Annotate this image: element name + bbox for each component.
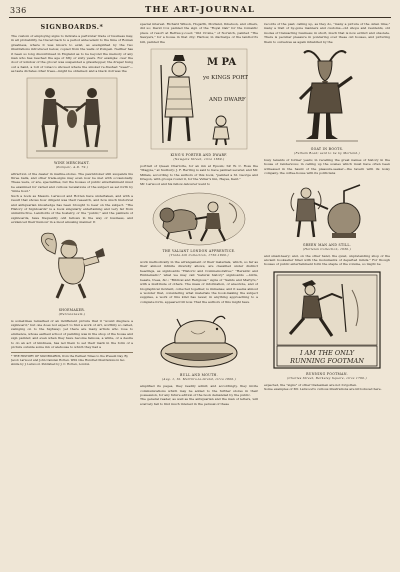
col2-para3: Mr. Larwood and his fellow-labourer went to bbox=[140, 181, 211, 186]
journal-title: THE ART-JOURNAL bbox=[145, 5, 255, 15]
bull-and-mouth-figure bbox=[151, 307, 247, 371]
col1-para3: Such a book as Messrs. Larwood and Hotten have undertaken, and with a result that shows how diligent was their research, and how much historical and antiquarian knowledge has been brought to bear on the subject. "The History of Signboards" is a book singularly entertaining and very far from uninstructive. Landlords of the hostelry, or the "public," and the painters of signboards, have frequently odd fellows in the way of business, and evidenced their humour in a most amusing manner. It bbox=[11, 193, 133, 225]
green-man-figure bbox=[284, 179, 370, 241]
col1-para1: The custom of employing signs to indicate a particular trade or business may, in all probability, be traced back to a period antecedent to the time of Roman greatness, where it was known to exist, as exemplified by the two illustrations introduced below, copied from the walls of Pompeii. Neither has it been so long discontinued in England as to be beyond the memory of any man who has reached the age of fifty or sixty years. For example: over the door of window of the grocer was suspended a grasshopper, the draper hung out a hand, a roll of tobacco showed where the smoker re-freshed "weed"—as taste dictates other trees—might be obtained; and a black doll was the bbox=[11, 34, 133, 74]
col1-para2: attraction of the dealer in marine-stores. The pawnbroker still suspends his three balls, and other trade-signs may even now be met with occasionally. These were, or are, specialities, but the houses of public entertainment must be examined for varied and curious revelations of the subject as set forth by "mine host." bbox=[11, 171, 133, 194]
col3-para5: Some examples of Mr. Larwood's curious illustrations are introduced here. bbox=[264, 387, 382, 392]
wine-merchant-illustration bbox=[26, 77, 118, 159]
column-left bbox=[11, 22, 133, 562]
london-apprentice-caption: THE VALIANT LONDON APPRENTICE. (Trade-bill Collection, 1750-1800.) bbox=[162, 249, 236, 258]
running-footman-illustration bbox=[272, 270, 382, 370]
col3-para3: and small-beery; and, on the other hand, the quiet, unpretending shop of the ancient bookseller filled with the monuments of departed minds." For though houses of public entertainment form the staple of the volume, so might be bbox=[264, 253, 390, 267]
col2-para1: special interest. Richard Wilson, Hogarth, Morland, Ibbetson, and others, did so; David Cox painted the sign of the "Royal Oak" for the romantic place of resort at Bettws-y-coed; "Old Crome," of Norwich, painted "The Sawyers," for a house in that city; Harlow, in discharge of the landlord's bill, painted the bbox=[140, 22, 258, 44]
kings-porter-caption: KING'S PORTER AND DWARF. (Newgate Street, circa 1660.) bbox=[170, 153, 228, 162]
col2-para5: amplified its pages, they readily admit; and accordingly, they invite communications which may be added to the further stores in their possession, for any future edition of the book demanded by the public. bbox=[140, 384, 258, 397]
column-middle bbox=[140, 22, 258, 562]
london-apprentice-illustration bbox=[149, 189, 249, 247]
page-number: 336 bbox=[10, 6, 27, 15]
footman-sign-line2: RUNNING FOOTMAN bbox=[290, 356, 364, 365]
running-footman-caption: RUNNING FOOTMAN. (Charles Street, Berkeley Square, circa 1760.) bbox=[287, 371, 367, 380]
london-apprentice-figure bbox=[149, 189, 249, 247]
goat-in-boots-illustration bbox=[292, 47, 362, 145]
shoemaker-figure bbox=[33, 228, 111, 306]
col2-para2: portrait of Queen Charlotte, for an inn at Epsom; Sir W. C. Ross the "Magpie," at Sudbury; J. F. Herring is said to have painted several; and Mr. Millais, according to the authors of this book, "painted a St. George and Dragon, with groups round it, for the Vidler's Inn, Hayes, Kent." bbox=[140, 164, 258, 182]
col3-para4: expected, the "signs" of other tradesmen are not forgotten. bbox=[264, 382, 358, 387]
col3-para2: busy tenants of former years; in recalling the great names of history in the house of rendezvous; in calling up the scenes which must have often been witnessed in the haunt of the pleasure-seeker—the tavern with its noisy company, the coffee-house with its politicians bbox=[264, 158, 390, 176]
green-man-illustration bbox=[284, 179, 370, 241]
col2-para6: The general reader, as well as the antiquarian and the man of letters, will scarcely fail to find much interest in the perusal of these bbox=[140, 397, 258, 406]
running-footman-figure bbox=[272, 270, 382, 370]
footnote: * THE HISTORY OF SIGNBOARDS, from the Earliest Times to the Present Day. By Jacob Larwood and John Camden Hotten. With One Hundred Illustrations in fac-simile by J. Larwood. Published by J. C. Hotten, London. bbox=[11, 352, 133, 366]
kings-porter-illustration bbox=[149, 47, 249, 151]
column-right bbox=[264, 22, 390, 562]
shoemaker-illustration bbox=[33, 228, 111, 306]
shoemaker-caption: SHOEMAKER. (Herculaneum.) bbox=[58, 307, 86, 316]
wine-merchant-caption: WINE MERCHANT. (Pompeii, A.D. 79.) bbox=[54, 160, 90, 169]
bull-and-mouth-illustration bbox=[151, 307, 247, 371]
bull-and-mouth-caption: BULL AND MOUTH. (Aug. 1, St. Martin's-le-Grand, circa 1800.) bbox=[161, 373, 236, 382]
kings-porter-figure bbox=[149, 47, 249, 151]
col1-para4: is sometimes remarked of an indifferent picture that it "would disgrace a signboard," but one does not expect to find a work of Art, worthily so called, swinging on to the highway; yet there are many artists who rose to eminence, whose earliest school of painting was in the shop of the house and sign painter; and even when they have become famous, a white, or a desire to do an act of kindness, has led them to set their mark in the form of a picture outside some inn or alehouse to which they had a bbox=[11, 318, 133, 349]
green-man-caption: GREEN MAN AND STILL. (Harleian Collection, 1630.) bbox=[302, 242, 352, 251]
kings-porter-sign-top: M PA bbox=[207, 57, 237, 69]
kings-porter-sign-bottom: AND DWARF bbox=[209, 97, 246, 104]
col3-para1: records of the past; calling up, as they do, "many a picture of the olden time," many a trait of by-gone manners and customs—old shops and residents, old modes of transacting business; in short, much that is now extinct and obsolete. There is peculiar pleasure in pondering over these old houses, and picturing them to ourselves as again inhabited by the bbox=[264, 22, 390, 44]
goat-in-boots-figure bbox=[292, 47, 362, 145]
footman-sign-line1: I AM THE ONLY bbox=[299, 348, 355, 357]
wine-merchant-figure bbox=[26, 77, 118, 159]
col2-para4: work methodically in the arrangement of their materials, which, so far as their almost infinite diversity allows, are classified under distinct headings, as signboards "Historic and Commemorative;" "Heraldic and Emblematic;" what we may call "natural history" signboards —birds, beasts, trees, &c.; "Biblical and Religious;" signs of "Saints and Martyrs," with a multitude of others. The mass of information, of anecdote, and of biographical incident, collected together, is immense; and it seems almost a wonder that, considering what materials the book-making the subject supplies, a work of this kind has never, in anything approaching to a complete form, appeared till now. That the authors of this might have bbox=[140, 260, 258, 304]
goat-in-boots-caption: GOAT IN BOOTS. (Fulham Road; said to be by Morland.) bbox=[294, 147, 360, 156]
article-title: SIGNBOARDS.* bbox=[40, 23, 104, 31]
header-rule bbox=[9, 17, 391, 18]
kings-porter-sign-mid: ye KINGS PORT bbox=[203, 75, 249, 82]
